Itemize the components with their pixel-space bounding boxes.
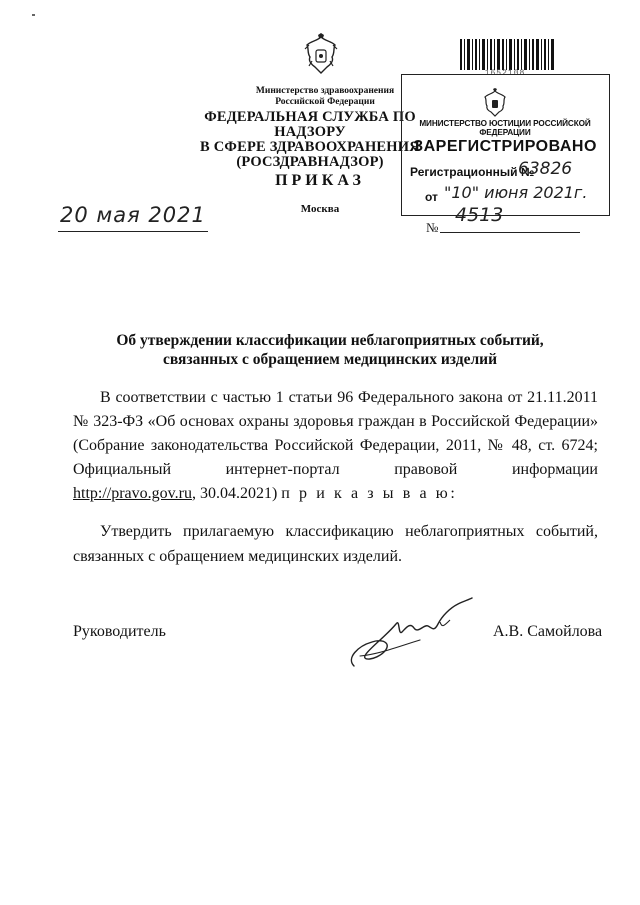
stamp-date: "10" июня 2021г. (444, 183, 588, 202)
agency-line: В СФЕРЕ ЗДРАВООХРАНЕНИЯ (200, 139, 420, 155)
paragraph-line: Официальный интернет-портал правовой информации (73, 461, 598, 478)
barcode-number: 1652108 (484, 69, 526, 78)
agency-line: ФЕДЕРАЛЬНАЯ СЛУЖБА ПО НАДЗОРУ (204, 109, 416, 140)
command-word: п р и к а з ы в а ю: (281, 485, 458, 502)
paragraph-line-last (73, 482, 598, 506)
body-paragraph-1 (73, 386, 598, 506)
paragraph-line: Утвердить прилагаемую классификацию неблагоприятных событий, (100, 523, 598, 540)
link-suffix: , 30.04.2021) (191, 485, 278, 502)
order-title: ПРИКАЗ (275, 172, 365, 189)
title-line: связанных с обращением медицинских изделий (162, 351, 498, 368)
body-paragraph-2 (73, 519, 598, 569)
document-title (60, 331, 600, 369)
order-number-handwritten: 4513 (455, 204, 504, 226)
signer-position: Руководитель (73, 623, 166, 640)
date-underline (58, 231, 208, 232)
order-number-label: № (426, 220, 439, 235)
number-underline (440, 232, 580, 233)
paragraph-line: (Собрание законодательства Российской Федерации, 2011, № 48, ст. 6724; (73, 437, 598, 454)
barcode-icon (458, 39, 558, 70)
stamp-status: ЗАРЕГИСТРИРОВАНО (413, 138, 597, 155)
agency-line: (РОСЗДРАВНАДЗОР) (236, 154, 384, 170)
paragraph-line: связанных с обращением медицинских изделий. (73, 548, 403, 565)
title-line: Об утверждении классификации неблагоприятных событий, (116, 332, 544, 349)
coat-of-arms-icon (303, 33, 339, 77)
scan-speck (32, 14, 35, 16)
paragraph-line: № 323-ФЗ «Об основах охраны здоровья граждан в Российской Федерации» (73, 413, 598, 430)
stamp-ministry: МИНИСТЕРСТВО ЮСТИЦИИ РОССИЙСКОЙ ФЕДЕРАЦИИ (419, 119, 591, 137)
ministry-line: Российской Федерации (275, 97, 375, 107)
stamp-reg-label: Регистрационный № (410, 165, 535, 179)
coat-of-arms-icon (482, 88, 508, 118)
ministry-line: Министерство здравоохранения (255, 86, 395, 96)
handwritten-signature (340, 596, 490, 676)
city: Москва (300, 203, 340, 215)
signer-name: А.В. Самойлова (493, 623, 603, 640)
stamp-reg-number: 63826 (518, 159, 573, 179)
paragraph-line: В соответствии с частью 1 статьи 96 Федерального закона от 21.11.2011 (100, 389, 598, 406)
order-date-handwritten: 20 мая 2021 (60, 203, 206, 227)
stamp-date-prefix: от (425, 190, 438, 204)
pravo-link[interactable]: http://pravo.gov.ru (73, 485, 192, 502)
ministry-name (245, 86, 405, 108)
